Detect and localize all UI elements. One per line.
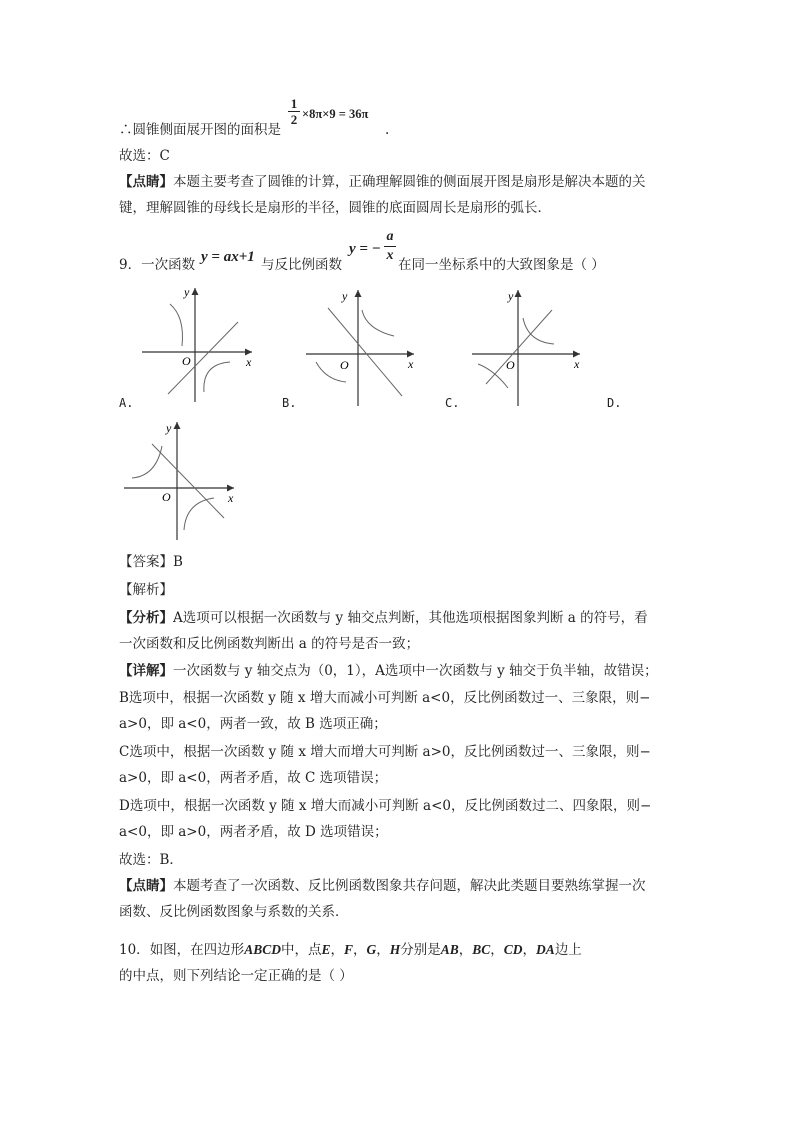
q9-detail-line6: D选项中，根据一次函数 y 随 x 增大而减小可判断 a<0，反比例函数过二、四象限，则− — [119, 798, 652, 814]
hyperbola-branch-1 — [362, 310, 394, 336]
q10-text-d: 边上 — [554, 942, 582, 958]
q10-quad: ABCD — [244, 942, 281, 957]
graph-c[interactable] — [468, 284, 588, 409]
q9-stem — [119, 255, 195, 275]
inverse-numerator: a — [386, 229, 394, 244]
linear-line — [168, 322, 238, 394]
fenxi-tag: 【分析】 — [119, 610, 173, 626]
comment-tag: 【点睛】 — [119, 878, 173, 894]
y-label: y — [342, 289, 348, 303]
graph-a[interactable] — [140, 282, 260, 407]
inverse-denominator: x — [384, 246, 396, 265]
option-c[interactable]: C. — [445, 396, 460, 410]
side-bc: BC — [472, 942, 491, 957]
linear-line — [152, 444, 224, 518]
x-label: x — [228, 491, 234, 505]
area-suffix: . — [385, 122, 390, 138]
area-line — [119, 120, 281, 140]
x-label: x — [408, 357, 414, 371]
hyperbola-branch-4 — [204, 362, 230, 392]
sep: ， — [352, 942, 367, 958]
y-label: y — [184, 285, 190, 299]
q9-text-a: 一次函数 — [141, 257, 196, 273]
graph-d[interactable] — [122, 418, 242, 543]
q9-detail-line1 — [119, 661, 658, 681]
q9-choice: 故选：B． — [119, 852, 183, 868]
origin-label: O — [182, 354, 191, 368]
q9-text-b: 与反比例函数 — [261, 257, 342, 273]
linear-line — [328, 308, 402, 396]
detail-text: 一次函数与 y 轴交点为（0，1），A选项中一次函数与 y 轴交于负半轴，故错误； — [173, 663, 658, 679]
q10-stem-line2: 的中点，则下列结论一定正确的是（ ） — [119, 968, 353, 984]
point-e: E — [321, 942, 331, 957]
hyperbola-branch-2 — [170, 304, 183, 346]
x-label: x — [246, 355, 252, 369]
q9-detail-line5: a>0，即 a<0，两者矛盾，故 C 选项错误； — [119, 770, 388, 786]
q9-detail-line7: a<0，即 a>0，两者矛盾，故 D 选项错误； — [119, 824, 388, 840]
sep: ， — [490, 942, 504, 958]
q9-detail-line3: a>0，即 a<0，两者一致，故 B 选项正确； — [119, 716, 387, 732]
comment-text: 本题主要考查了圆锥的计算，正确理解圆锥的侧面展开图是扇形是解决本题的关 — [173, 174, 646, 190]
option-a[interactable]: A. — [119, 396, 134, 410]
sep: ， — [522, 942, 537, 958]
q9-comment-line2: 函数、反比例函数图象与系数的关系． — [119, 904, 349, 920]
q10-number: 10． — [119, 942, 150, 958]
q9-detail-line2: B选项中，根据一次函数 y 随 x 增大而减小可判断 a<0，反比例函数过一、三象限，则− — [119, 690, 651, 706]
comment-text: 本题考查了一次函数、反比例函数图象共存问题，解决此类题目要熟练掌握一次 — [173, 878, 646, 894]
origin-label: O — [340, 358, 349, 372]
sep: ， — [330, 942, 344, 958]
fraction-numerator: 1 — [290, 96, 298, 111]
q9-linear-formula: y = ax+1 — [201, 249, 255, 265]
q9-detail-line4: C选项中，根据一次函数 y 随 x 增大而增大可判断 a>0，反比例函数过一、三象限，则− — [119, 744, 651, 760]
sep: ， — [376, 942, 390, 958]
sep: ， — [458, 942, 473, 958]
q10-text-a: 如图，在四边形 — [149, 942, 245, 958]
q9-answer: 【答案】B — [119, 554, 183, 570]
prev-comment-line1 — [119, 172, 646, 192]
area-formula-rest: ×8π×9 = 36π — [302, 107, 369, 121]
point-h: H — [389, 942, 401, 957]
q9-inverse-y: y = − — [349, 241, 381, 257]
linear-line — [486, 310, 552, 384]
detail-tag: 【详解】 — [119, 663, 173, 679]
q9-number: 9． — [119, 257, 142, 273]
option-b[interactable]: B. — [282, 396, 297, 410]
option-d[interactable]: D. — [607, 396, 622, 410]
side-ab: AB — [440, 942, 459, 957]
point-f: F — [343, 942, 353, 957]
graph-b[interactable] — [302, 284, 422, 409]
q9-fenxi-line2: 一次函数和反比例函数判断出 a 的符号是否一致； — [119, 636, 420, 652]
fraction-denominator: 2 — [288, 111, 300, 127]
fenxi-text: A选项可以根据一次函数与 y 轴交点判断，其他选项根据图象判断 a 的符号，看 — [173, 610, 648, 626]
x-label: x — [574, 357, 580, 371]
side-cd: CD — [503, 942, 523, 957]
q9-analysis-title: 【解析】 — [119, 582, 173, 598]
q9-text-c: 在同一坐标系中的大致图象是（ ） — [398, 257, 605, 273]
prev-choice: 故选：C — [119, 148, 170, 164]
hyperbola-branch-1 — [523, 318, 554, 344]
origin-label: O — [162, 490, 171, 504]
y-label: y — [508, 289, 514, 303]
q10-stem-line1 — [119, 940, 582, 960]
hyperbola-branch-2 — [132, 446, 162, 478]
origin-label: O — [506, 358, 515, 372]
q9-inverse-fraction — [384, 228, 396, 265]
q9-comment-line1 — [119, 876, 646, 896]
area-prefix: ∴圆锥侧面展开图的面积是 — [119, 122, 281, 138]
area-fraction — [288, 96, 300, 127]
q9-fenxi-line1 — [119, 608, 648, 628]
prev-comment-line2: 键，理解圆锥的母线长是扇形的半径，圆锥的底面圆周长是扇形的弧长． — [119, 200, 551, 216]
y-label: y — [166, 421, 172, 435]
q10-text-b: 中，点 — [280, 942, 322, 958]
side-da: DA — [536, 942, 555, 957]
comment-tag: 【点睛】 — [119, 174, 173, 190]
q10-text-c: 分别是 — [400, 942, 441, 958]
point-g: G — [366, 942, 377, 957]
